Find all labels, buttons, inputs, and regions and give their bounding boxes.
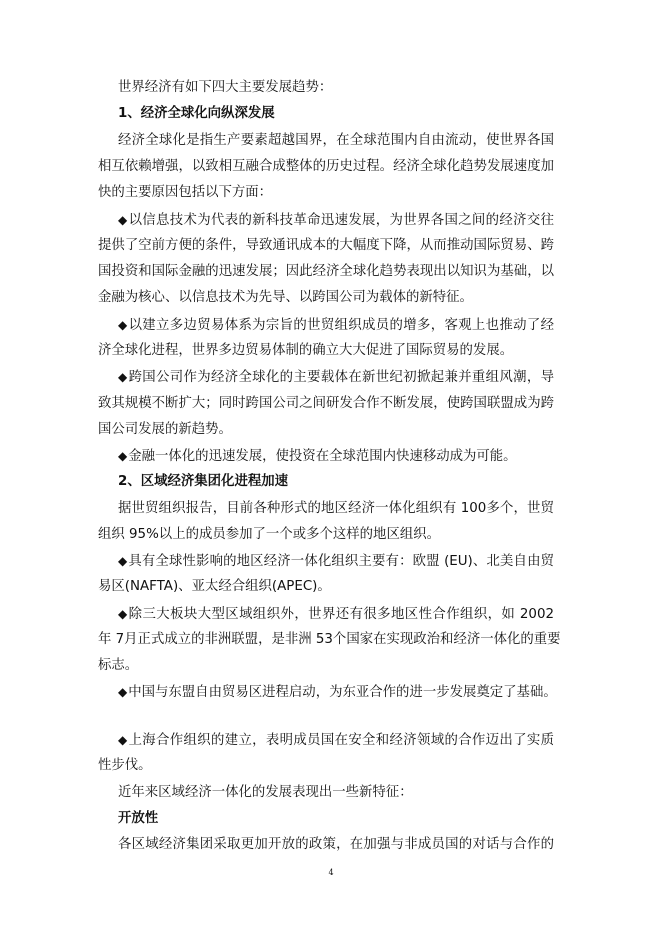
diamond-bullet-icon: ◆ bbox=[118, 554, 128, 568]
page-number: 4 bbox=[328, 868, 334, 877]
paragraph-line: 组织 95%以上的成员参加了一个或多个这样的地区组织。 bbox=[98, 527, 441, 542]
diamond-bullet-icon: ◆ bbox=[118, 449, 128, 463]
bullet-item bbox=[118, 551, 554, 572]
diamond-bullet-icon: ◆ bbox=[118, 607, 128, 621]
paragraph-line: 标志。 bbox=[98, 658, 139, 673]
bullet-item bbox=[118, 210, 554, 231]
bullet-item bbox=[118, 446, 574, 467]
bullet-text: 中国与东盟自由贸易区进程启动，为东亚合作的进一步发展奠定了基础。 bbox=[128, 685, 557, 700]
sub-heading: 开放性 bbox=[118, 811, 159, 826]
bullet-item bbox=[118, 730, 554, 751]
bullet-text: 上海合作组织的建立，表明成员国在安全和经济领域的合作迈出了实质 bbox=[128, 733, 554, 748]
paragraph-line: 年 7月正式成立的非洲联盟，是非洲 53个国家在实现政治和经济一体化的重要 bbox=[98, 632, 561, 647]
intro-line: 世界经济有如下四大主要发展趋势： bbox=[118, 80, 333, 95]
paragraph-line: 经济全球化是指生产要素超越国界，在全球范围内自由流动，使世界各国 bbox=[118, 133, 554, 148]
paragraph-line: 相互依赖增强，以致相互融合成整体的历史过程。经济全球化趋势发展速度加 bbox=[98, 159, 554, 174]
diamond-bullet-icon: ◆ bbox=[118, 370, 128, 384]
paragraph-line: 性步伐。 bbox=[98, 758, 152, 773]
bullet-text: 以信息技术为代表的新科技革命迅速发展，为世界各国之间的经济交往 bbox=[128, 213, 554, 228]
paragraph-line: 济全球化进程，世界多边贸易体制的确立大大促进了国际贸易的发展。 bbox=[98, 343, 514, 358]
paragraph-line: 金融为核心、以信息技术为先导、以跨国公司为载体的新特征。 bbox=[98, 290, 473, 305]
section-heading-1: 1、经济全球化向纵深发展 bbox=[118, 106, 275, 121]
paragraph-line: 提供了空前方便的条件，导致通讯成本的大幅度下降，从而推动国际贸易、跨 bbox=[98, 238, 554, 253]
diamond-bullet-icon: ◆ bbox=[118, 213, 128, 227]
diamond-bullet-icon: ◆ bbox=[118, 318, 128, 332]
diamond-bullet-icon: ◆ bbox=[118, 685, 128, 699]
paragraph-line: 各区域经济集团采取更加开放的政策，在加强与非成员国的对话与合作的 bbox=[118, 837, 554, 852]
bullet-item bbox=[118, 367, 554, 388]
paragraph-line: 近年来区域经济一体化的发展表现出一些新特征： bbox=[118, 785, 413, 800]
paragraph-line: 快的主要原因包括以下方面： bbox=[98, 185, 273, 200]
paragraph-line: 国投资和国际金融的迅速发展；因此经济全球化趋势表现出以知识为基础，以 bbox=[98, 264, 554, 279]
diamond-bullet-icon: ◆ bbox=[118, 733, 128, 747]
bullet-item bbox=[118, 604, 554, 625]
section-heading-2: 2、区域经济集团化进程加速 bbox=[118, 474, 289, 489]
paragraph-line: 国公司发展的新趋势。 bbox=[98, 422, 232, 437]
bullet-text: 具有全球性影响的地区经济一体化组织主要有：欧盟 (EU)、北美自由贸 bbox=[128, 554, 554, 569]
bullet-text: 跨国公司作为经济全球化的主要载体在新世纪初掀起兼并重组风潮，导 bbox=[128, 370, 554, 385]
bullet-text: 金融一体化的迅速发展，使投资在全球范围内快速移动成为可能。 bbox=[128, 449, 517, 464]
paragraph-line: 易区(NAFTA)、亚太经合组织(APEC)。 bbox=[98, 579, 331, 594]
bullet-item bbox=[118, 315, 554, 336]
paragraph-line: 致其规模不断扩大；同时跨国公司之间研发合作不断发展，使跨国联盟成为跨 bbox=[98, 396, 554, 411]
bullet-item bbox=[118, 682, 574, 703]
bullet-text: 除三大板块大型区域组织外，世界还有很多地区性合作组织，如 2002 bbox=[128, 607, 554, 622]
paragraph-line: 据世贸组织报告，目前各种形式的地区经济一体化组织有 100多个，世贸 bbox=[118, 501, 554, 516]
bullet-text: 以建立多边贸易体系为宗旨的世贸组织成员的增多，客观上也推动了经 bbox=[128, 318, 554, 333]
